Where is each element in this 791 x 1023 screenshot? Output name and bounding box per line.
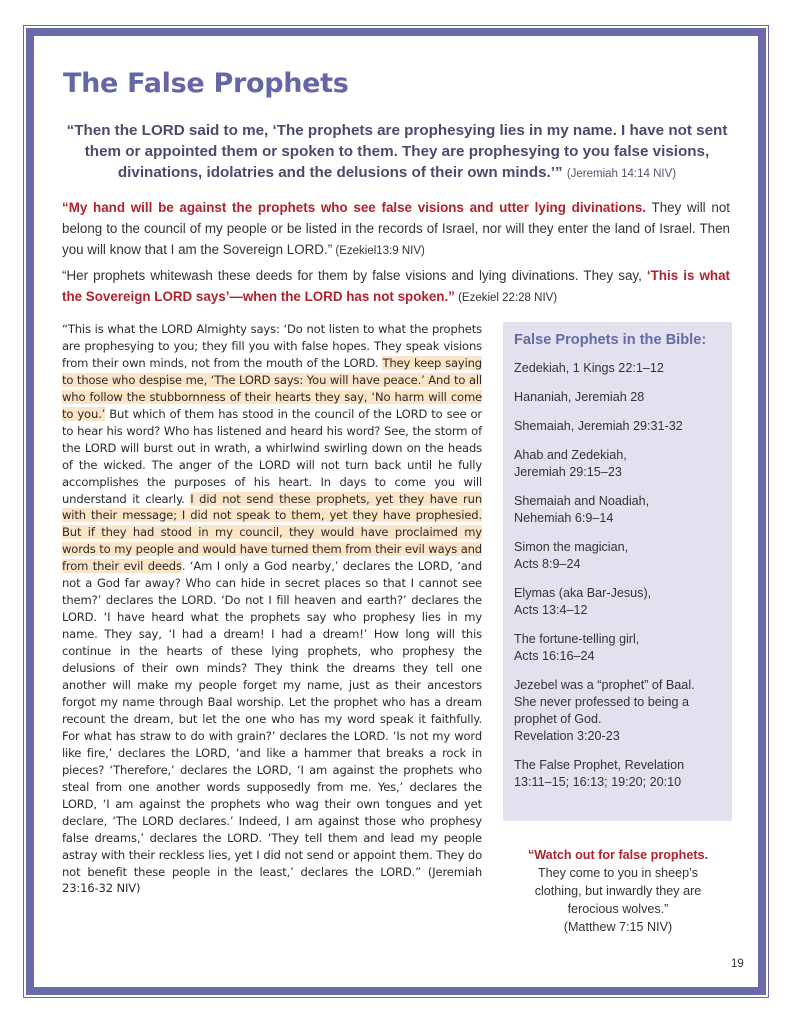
jeremiah-23-passage — [62, 321, 482, 897]
item-line: She never professed to being a — [514, 695, 690, 709]
list-item — [514, 360, 722, 377]
item-line: Ahab and Zedekiah, — [514, 448, 627, 462]
item-line: Zedekiah, 1 Kings 22:1–12 — [514, 361, 664, 375]
highlighted-text: I did not send these prophets, yet they have run with their message; I did not speak to them, yet they have prophesied. But if they had stood in my council, they would have proclaimed my words to my people and would have turned them from their evil ways and from their evil deeds — [62, 491, 482, 574]
scripture-reference: (Matthew 7:15 NIV) — [563, 920, 673, 934]
item-line: Shemaiah, Jeremiah 29:31-32 — [514, 419, 683, 433]
item-line: The False Prophet, Revelation — [514, 758, 685, 772]
item-line: Acts 8:9–24 — [514, 557, 581, 571]
list-item — [514, 677, 722, 745]
list-item — [514, 447, 722, 481]
item-line: 13:11–15; 16:13; 19:20; 20:10 — [514, 775, 682, 789]
item-line: Revelation 3:20-23 — [514, 729, 620, 743]
list-item — [514, 418, 722, 435]
lead-quote-reference: (Jeremiah 14:14 NIV) — [566, 168, 677, 180]
paragraph-text: “Her prophets whitewash these deeds for them by false visions and lying divinations. They say, — [62, 268, 647, 283]
list-item — [514, 585, 722, 619]
scripture-reference: (Ezekiel 22:28 NIV) — [454, 292, 558, 304]
list-item — [514, 631, 722, 665]
page-title: The False Prophets — [63, 68, 349, 99]
item-line: Shemaiah and Noadiah, — [514, 494, 650, 508]
item-line: Jezebel was a “prophet” of Baal. — [514, 678, 695, 692]
item-line: Hananiah, Jeremiah 28 — [514, 390, 645, 404]
item-line: Acts 13:4–12 — [514, 603, 588, 617]
item-line: Elymas (aka Bar-Jesus), — [514, 586, 652, 600]
list-item — [514, 757, 722, 791]
ezekiel-13-paragraph — [62, 197, 730, 262]
highlighted-text: They keep saying to those who despise me, ‘The LORD says: You will have peace.’ And to all who follow the stubbornness of their hearts they say, ‘No harm will come to you.’ — [62, 355, 482, 421]
quote-line: clothing, but inwardly they are — [534, 884, 702, 898]
list-item — [514, 493, 722, 527]
matthew-quote — [508, 846, 728, 936]
sidebar-title: False Prophets in the Bible: — [514, 332, 707, 348]
lead-quote-text: “Then the LORD said to me, ‘The prophets are prophesying lies in my name. I have not sent them or appointed them or spoken to them. They are prophesying to you false visions, divinations, idolatries and the delusions of their own minds.’” — [66, 122, 728, 181]
passage-text: . ‘Am I only a God nearby,’ declares the LORD, ‘and not a God far away? Who can hide in secret places so that I cannot see them?’ declares the LORD. ‘Do not I fill heaven and earth?’ declares the LORD. ‘I have heard what the prophets say who prophesy lies in my name. They say, ‘I had a dream! I had a dream!’ How long will this continue in the hearts of these lying prophets, who prophesy the delusions of their own minds? They think the dreams they tell one another will make my people forget my name, just as their ancestors forgot my name through Baal worship. Let the prophet who has a dream recount the dream, but let the one who has my word speak it faithfully. For what has straw to do with grain?’ declares the LORD. ‘Is not my word like fire,’ declares the LORD, ‘and like a hammer that breaks a rock in pieces? ‘Therefore,’ declares the LORD, ‘I am against the prophets who steal from one another words supposedly from me. Yes,’ declares the LORD, ‘I am against the prophets who wag their own tongues and yet declare, ‘The LORD declares.’ Indeed, I am against those who prophesy false dreams,’ declares the LORD. ‘They tell them and lead my people astray with their reckless lies, yet I did not send or appoint them. They do not benefit these people in the least,’ declares the LORD.” (Jeremiah 23:16-32 NIV) — [62, 559, 482, 896]
item-line: Jeremiah 29:15–23 — [514, 465, 622, 479]
list-item — [514, 539, 722, 573]
false-prophets-sidebar — [503, 322, 732, 821]
item-line: Simon the magician, — [514, 540, 629, 554]
paragraph-text: They will not belong to the council of my people or be listed in the records of Israel, nor will they enter the land of Israel. Then you will know that I am the Sovereign LORD.” — [62, 200, 730, 257]
item-line: prophet of God. — [514, 712, 602, 726]
ezekiel-22-paragraph — [62, 265, 730, 309]
passage-text: “This is what the LORD Almighty says: ‘Do not listen to what the prophets are prophesying to you; they fill you with false hopes. They speak visions from their own minds, not from the mouth of the LORD. — [62, 322, 482, 370]
item-line: Acts 16:16–24 — [514, 649, 595, 663]
passage-text: But which of them has stood in the council of the LORD to see or to hear his word? Who has listened and heard his word? See, the storm of the LORD will burst out in wrath, a whirlwind swirling down on the heads of the wicked. The anger of the LORD will not turn back until he fully accomplishes the purposes of his heart. In days to come you will understand it clearly. — [62, 406, 482, 506]
scripture-reference: (Ezekiel13:9 NIV) — [332, 245, 425, 257]
lead-scripture-quote — [62, 120, 732, 185]
item-line: Nehemiah 6:9–14 — [514, 511, 614, 525]
quote-line: They come to you in sheep’s — [537, 866, 699, 880]
list-item — [514, 389, 722, 406]
item-line: The fortune-telling girl, — [514, 632, 640, 646]
emphasis-text: “Watch out for false prophets. — [527, 848, 709, 862]
quote-line: ferocious wolves.” — [567, 902, 669, 916]
page-number: 19 — [731, 958, 744, 970]
emphasis-text: “My hand will be against the prophets who see false visions and utter lying divinations. — [62, 200, 647, 215]
false-prophets-list — [514, 360, 722, 791]
emphasis-text: ‘This is what the Sovereign LORD says’—when the LORD has not spoken.” — [62, 268, 730, 304]
